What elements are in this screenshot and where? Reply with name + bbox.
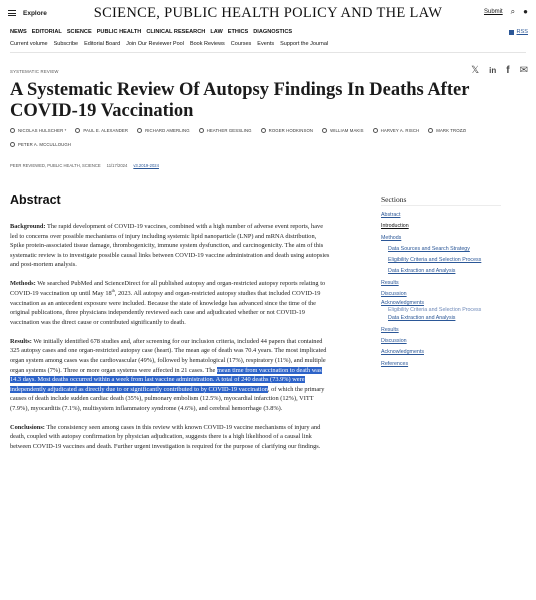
toc-results[interactable]: Results: [381, 279, 399, 286]
toc-discussion-duplicate[interactable]: Discussion: [381, 337, 407, 344]
abstract-body: [10, 222, 332, 461]
user-icon[interactable]: ●: [523, 7, 528, 16]
author-item[interactable]: [75, 128, 128, 133]
toc-data-sources[interactable]: Data Sources and Search Strategy: [388, 245, 470, 252]
author-name: HEATHER GESSLING: [206, 128, 252, 133]
nav-clinical-research[interactable]: CLINICAL RESEARCH: [146, 29, 206, 35]
nav-support-journal[interactable]: Support the Journal: [280, 41, 329, 47]
author-icon: [322, 128, 327, 133]
explore-menu-button[interactable]: [8, 10, 47, 17]
abstract-methods: [10, 279, 332, 327]
top-bar: [0, 0, 536, 26]
nav-editorial[interactable]: EDITORIAL: [31, 29, 62, 35]
nav-diagnostics[interactable]: DIAGNOSTICS: [253, 29, 293, 35]
author-item[interactable]: [428, 128, 466, 133]
nav-editorial-board[interactable]: Editorial Board: [84, 41, 121, 47]
toc-abstract[interactable]: Abstract: [381, 212, 401, 218]
toc-introduction[interactable]: Introduction: [381, 223, 409, 230]
top-right-actions: [484, 8, 528, 16]
author-name: PAUL E. ALEXANDER: [83, 128, 129, 133]
nav-science[interactable]: SCIENCE: [66, 29, 92, 35]
author-icon: [137, 128, 142, 133]
author-item[interactable]: [261, 128, 313, 133]
author-name: NICOLAS HULSCHER *: [18, 128, 67, 133]
toc-references[interactable]: References: [381, 360, 409, 367]
author-icon: [199, 128, 204, 133]
toc-data-extraction[interactable]: Data Extraction and Analysis: [388, 268, 456, 275]
author-name: PETER A. MCCULLOUGH: [18, 142, 71, 147]
author-item[interactable]: [322, 128, 364, 133]
article-meta: [10, 163, 159, 168]
toc-eligibility[interactable]: Eligibility Criteria and Selection Process: [388, 257, 482, 264]
toc-discussion[interactable]: Discussion: [381, 291, 407, 298]
methods-text-continued: , 2023. All autopsy and organ-restricted autopsy studies that included COVID-19 vaccination as an antecedent exposure were included. Because the state of knowledge has advanced since the time of the original publications, three physicians independently reviewed each case and adjudicated whether or not COVID-19 vaccination was the direct cause or contributed significantly to death.: [10, 289, 321, 326]
abstract-conclusions: [10, 423, 332, 452]
header-divider: [10, 52, 526, 53]
abstract-background: [10, 222, 332, 270]
rss-label: RSS: [516, 29, 528, 35]
author-name: RICHARD AMERLING: [145, 128, 190, 133]
submit-link[interactable]: Submit: [483, 9, 503, 15]
author-item[interactable]: [10, 142, 71, 147]
conclusions-label: Conclusions:: [10, 423, 45, 431]
nav-law[interactable]: LAW: [210, 29, 223, 35]
nav-current-volume[interactable]: Current volume: [10, 41, 48, 47]
sections-divider: [381, 205, 501, 206]
author-name: ROGER HODKINSON: [268, 128, 314, 133]
share-bar: [471, 66, 528, 76]
toc-results-duplicate[interactable]: Results: [381, 326, 399, 333]
site-title: SCIENCE, PUBLIC HEALTH POLICY AND THE LAW: [93, 5, 443, 21]
linkedin-share-icon[interactable]: in: [489, 66, 497, 75]
author-name: WILLIAM MAKIS: [330, 128, 364, 133]
rss-icon: [509, 30, 514, 35]
methods-text: We searched PubMed and ScienceDirect for all published autopsy and organ-restricted autopsy reports relating to COVID-19 vaccination up until May 18: [10, 280, 326, 297]
toc-acknowledgments-duplicate[interactable]: Acknowledgments: [381, 349, 424, 356]
author-icon: [75, 128, 80, 133]
rss-link[interactable]: [509, 29, 528, 35]
secondary-nav: [10, 41, 328, 47]
conclusions-text: The consistency seen among cases in this review with known COVID-19 vaccine mechanisms of injury and death, coupled with autopsy confirmation by physician adjudication, suggests there is a high likelihood of a causal link between COVID-19 vaccines and death. Further urgent investigation is required for the purpose of clarifying our findings.: [10, 423, 321, 451]
toc-methods[interactable]: Methods: [381, 234, 402, 241]
author-icon: [10, 142, 15, 147]
x-share-icon[interactable]: 𝕏: [471, 65, 480, 76]
nav-book-reviews[interactable]: Book Reviews: [189, 41, 225, 47]
author-name: HARVEY A. RISCH: [380, 128, 420, 133]
nav-events[interactable]: Events: [257, 41, 275, 47]
nav-subscribe[interactable]: Subscribe: [53, 41, 79, 47]
author-icon: [428, 128, 433, 133]
explore-label: Explore: [23, 9, 47, 17]
doi-link[interactable]: v3.2019-2024: [133, 163, 159, 168]
methods-label: Methods:: [10, 280, 36, 288]
author-icon: [10, 128, 15, 133]
results-label: Results:: [10, 337, 32, 345]
results-text-continued: , of which the primary causes of death include sudden cardiac death (35%), pulmonary embolism (12.5%), myocardial infarction (12%), VITT (7.9%), myocarditis (7.1%), multisystem inflammatory syndrome (4.6%), and cerebral hemorrhage (3.8%).: [10, 385, 325, 412]
author-icon: [373, 128, 378, 133]
nav-join-reviewer-pool[interactable]: Join Our Reviewer Pool: [126, 41, 184, 47]
nav-news[interactable]: NEWS: [10, 29, 27, 35]
abstract-results: [10, 337, 332, 414]
primary-nav: [10, 29, 292, 35]
article-title: A Systematic Review Of Autopsy Findings In Deaths After COVID-19 Vaccination: [10, 80, 470, 121]
toc-acknowledgments[interactable]: Acknowledgments: [381, 300, 424, 307]
author-item[interactable]: [373, 128, 420, 133]
methods-superscript: th: [111, 287, 115, 293]
author-item[interactable]: [10, 128, 66, 133]
search-icon[interactable]: ⌕: [510, 7, 516, 16]
toc-eligibility-duplicate[interactable]: Eligibility Criteria and Selection Process: [388, 307, 482, 314]
hamburger-icon: [8, 10, 16, 16]
article-categories[interactable]: PEER REVIEWED, PUBLIC HEALTH, SCIENCE: [10, 163, 101, 168]
sections-heading: Sections: [381, 195, 407, 204]
author-icon: [261, 128, 266, 133]
nav-ethics[interactable]: ETHICS: [227, 29, 249, 35]
toc-data-extraction-duplicate[interactable]: Data Extraction and Analysis: [388, 315, 456, 322]
author-item[interactable]: [137, 128, 190, 133]
author-item[interactable]: [199, 128, 252, 133]
author-list: [10, 128, 530, 147]
sections-toc: [381, 210, 531, 370]
author-name: MARK TROZZI: [436, 128, 467, 133]
selected-text-highlight[interactable]: mean time from vaccination to death was 14.3 days. Most deaths occurred within a week from last vaccine administration. A total of 240 deaths (73.9%) were independently adjudicated as directly due to or significantly contributed to by COVID-19 vaccination: [10, 366, 322, 393]
abstract-heading: Abstract: [10, 193, 61, 207]
article-section-tag[interactable]: SYSTEMATIC REVIEW: [10, 69, 59, 74]
results-text: We initially identified 678 studies and, after screening for our inclusion criteria, included 44 papers that contained 325 autopsy cases and one organ-restricted autopsy case (heart). The mean age of death was 70.4 years. The most implicated organ system among cases was the cardiovascular (49%), followed by hematological (17%), respiratory (11%), and multiple organ systems (7%). Three or more organ systems were affected in 21 cases. The: [10, 337, 327, 374]
background-label: Background:: [10, 223, 46, 230]
email-share-icon[interactable]: ✉: [519, 65, 528, 76]
nav-public-health[interactable]: PUBLIC HEALTH: [96, 29, 142, 35]
facebook-share-icon[interactable]: f: [506, 65, 510, 76]
background-text: The rapid development of COVID-19 vaccines, combined with a high number of adverse event reports, have led to concerns over possible mechanisms of injury including systemic lipid nanoparticle (LNP) and mRNA distribution, Spike protein-associated tissue damage, thrombogenicity, immune system dysfunction, and carcinogenicity. The aim of this systematic review is to investigate possible causal links between COVID-19 vaccine administration and death using autopsies and post-mortem analysis.: [10, 223, 330, 269]
nav-courses[interactable]: Courses: [230, 41, 252, 47]
publish-date: 11/17/2024: [106, 163, 128, 168]
